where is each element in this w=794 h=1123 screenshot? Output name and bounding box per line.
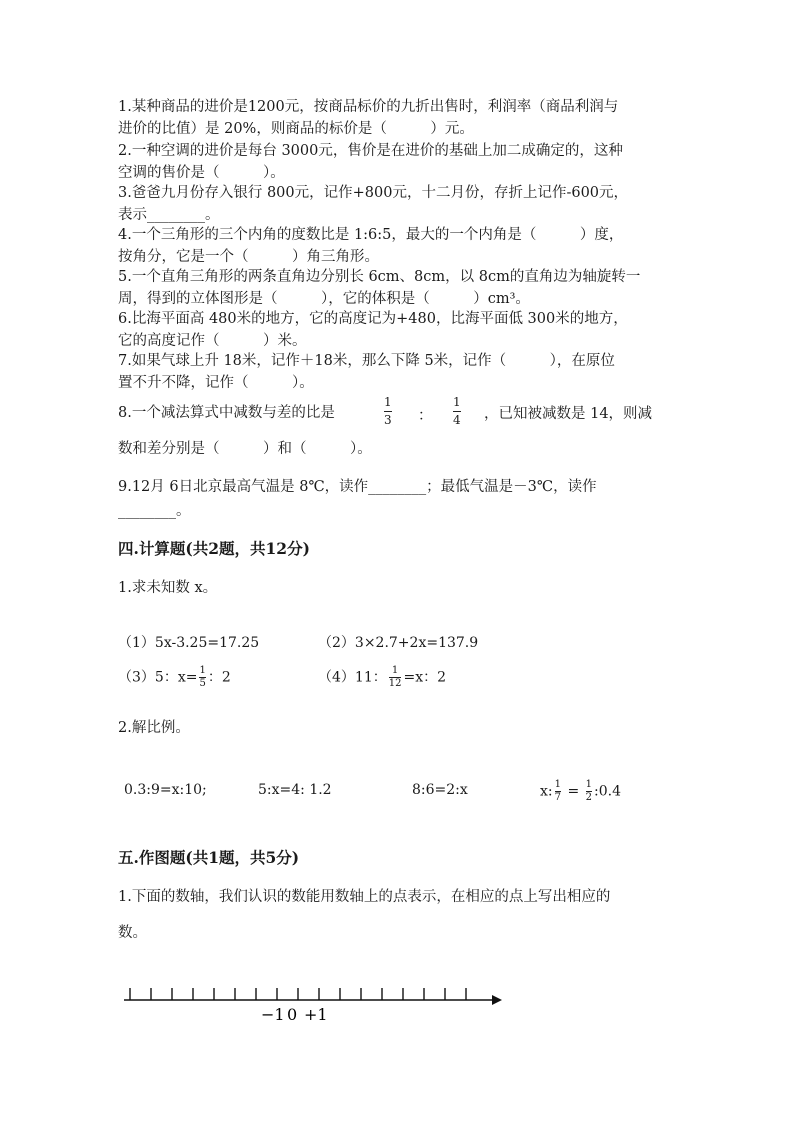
q8-fraction-2-numerator: 1 xyxy=(453,395,461,409)
equation-4-post: =x：2 xyxy=(403,669,447,686)
q4-line1: 4.一个三角形的三个内角的度数比是 1:6:5，最大的一个内角是（ ）度， xyxy=(118,227,624,243)
proportion-3: 8:6=2:x xyxy=(412,782,468,798)
q8-line1-pre: 8.一个减法算式中减数与差的比是 xyxy=(118,405,335,421)
proportion-4-fraction-1 xyxy=(555,780,561,803)
denominator: 5 xyxy=(199,678,206,689)
q8-colon: ： xyxy=(418,408,433,424)
section4-q1: 1.求未知数 x。 xyxy=(118,580,218,596)
proportion-1: 0.3:9=x:10; xyxy=(124,782,207,798)
q2-line1: 2.一种空调的进价是每台 3000元，售价是在进价的基础上加二成确定的，这种 xyxy=(118,143,623,159)
q8-fraction-2 xyxy=(453,396,461,427)
numerator: 1 xyxy=(391,665,399,676)
q1-line1: 1.某种商品的进价是1200元，按商品标价的九折出售时，利润率（商品利润与 xyxy=(118,99,619,115)
proportion-4 xyxy=(540,780,621,803)
equation-4-pre: （4）11： xyxy=(318,669,387,686)
section4-q2: 2.解比例。 xyxy=(118,720,190,736)
equation-2: （2）3×2.7+2x=137.9 xyxy=(318,635,479,651)
denominator: 2 xyxy=(585,792,593,803)
denominator: 12 xyxy=(388,678,402,689)
equation-3-fraction xyxy=(199,666,205,689)
q3-line1: 3.爸爸九月份存入银行 800元，记作+800元，十二月份，存折上记作-600元， xyxy=(118,185,629,201)
section5-title: 五.作图题(共1题，共5分) xyxy=(118,848,300,867)
equation-3 xyxy=(118,666,231,689)
fraction-bar xyxy=(453,411,461,412)
equation-3-pre: （3）5：x= xyxy=(118,669,198,686)
arrow-head-icon xyxy=(492,995,502,1005)
section4-title: 四.计算题(共2题，共12分) xyxy=(118,539,310,558)
q2-line2: 空调的售价是（ ）。 xyxy=(118,165,285,181)
proportion-4-pre: x: xyxy=(540,783,553,800)
equation-4-fraction xyxy=(389,666,402,689)
q4-line2: 按角分，它是一个（ ）角三角形。 xyxy=(118,249,379,265)
denominator: 7 xyxy=(554,792,561,803)
q7-line1: 7.如果气球上升 18米，记作＋18米，那么下降 5米，记作（ ），在原位 xyxy=(118,353,615,369)
section5-q1-line1: 1.下面的数轴，我们认识的数能用数轴上的点表示，在相应的点上写出相应的 xyxy=(118,889,611,905)
proportion-2: 5:x=4: 1.2 xyxy=(258,782,332,798)
q8-line1-post: ，已知被减数是 14，则减 xyxy=(484,406,653,422)
q9-line2: ________。 xyxy=(118,503,191,519)
q6-line2: 它的高度记作（ ）米。 xyxy=(118,333,307,349)
equation-1: （1）5x-3.25=17.25 xyxy=(118,635,260,651)
proportion-4-post: :0.4 xyxy=(594,783,621,800)
q3-line2: 表示________。 xyxy=(118,207,220,223)
number-line xyxy=(120,980,510,1030)
section5-q1-line2: 数。 xyxy=(118,925,147,941)
q8-fraction-2-denominator: 4 xyxy=(453,413,461,427)
q9-line1: 9.12月 6日北京最高气温是 8℃，读作________；最低气温是－3℃，读作 xyxy=(118,479,597,495)
proportion-4-mid: = xyxy=(563,783,584,800)
q7-line2: 置不升不降，记作（ ）。 xyxy=(118,375,314,391)
q8-fraction-1-denominator: 3 xyxy=(384,413,392,427)
q1-line2: 进价的比值）是 20%，则商品的标价是（ ）元。 xyxy=(118,121,474,137)
number-line-label-zero: 0 xyxy=(287,1005,298,1024)
equation-3-post: ：2 xyxy=(207,669,231,686)
q6-line1: 6.比海平面高 480米的地方，它的高度记为+480，比海平面低 300米的地方， xyxy=(118,311,628,327)
q5-line1: 5.一个直角三角形的两条直角边分别长 6cm、8cm，以 8cm的直角边为轴旋转一 xyxy=(118,269,641,285)
numerator: 1 xyxy=(554,779,561,790)
q5-line2: 周，得到的立体图形是（ ），它的体积是（ ）cm³。 xyxy=(118,291,530,307)
fraction-bar xyxy=(384,411,392,412)
q8-fraction-1-numerator: 1 xyxy=(384,395,392,409)
numerator: 1 xyxy=(199,665,206,676)
q8-fraction-1 xyxy=(384,396,392,427)
number-line-label-minus-one: −1 xyxy=(261,1005,285,1024)
number-line-label-plus-one: +1 xyxy=(304,1005,328,1024)
equation-4 xyxy=(318,666,446,689)
proportion-4-fraction-2 xyxy=(586,780,592,803)
numerator: 1 xyxy=(585,779,593,790)
q8-line2: 数和差分别是（ ）和（ ）。 xyxy=(118,441,372,457)
